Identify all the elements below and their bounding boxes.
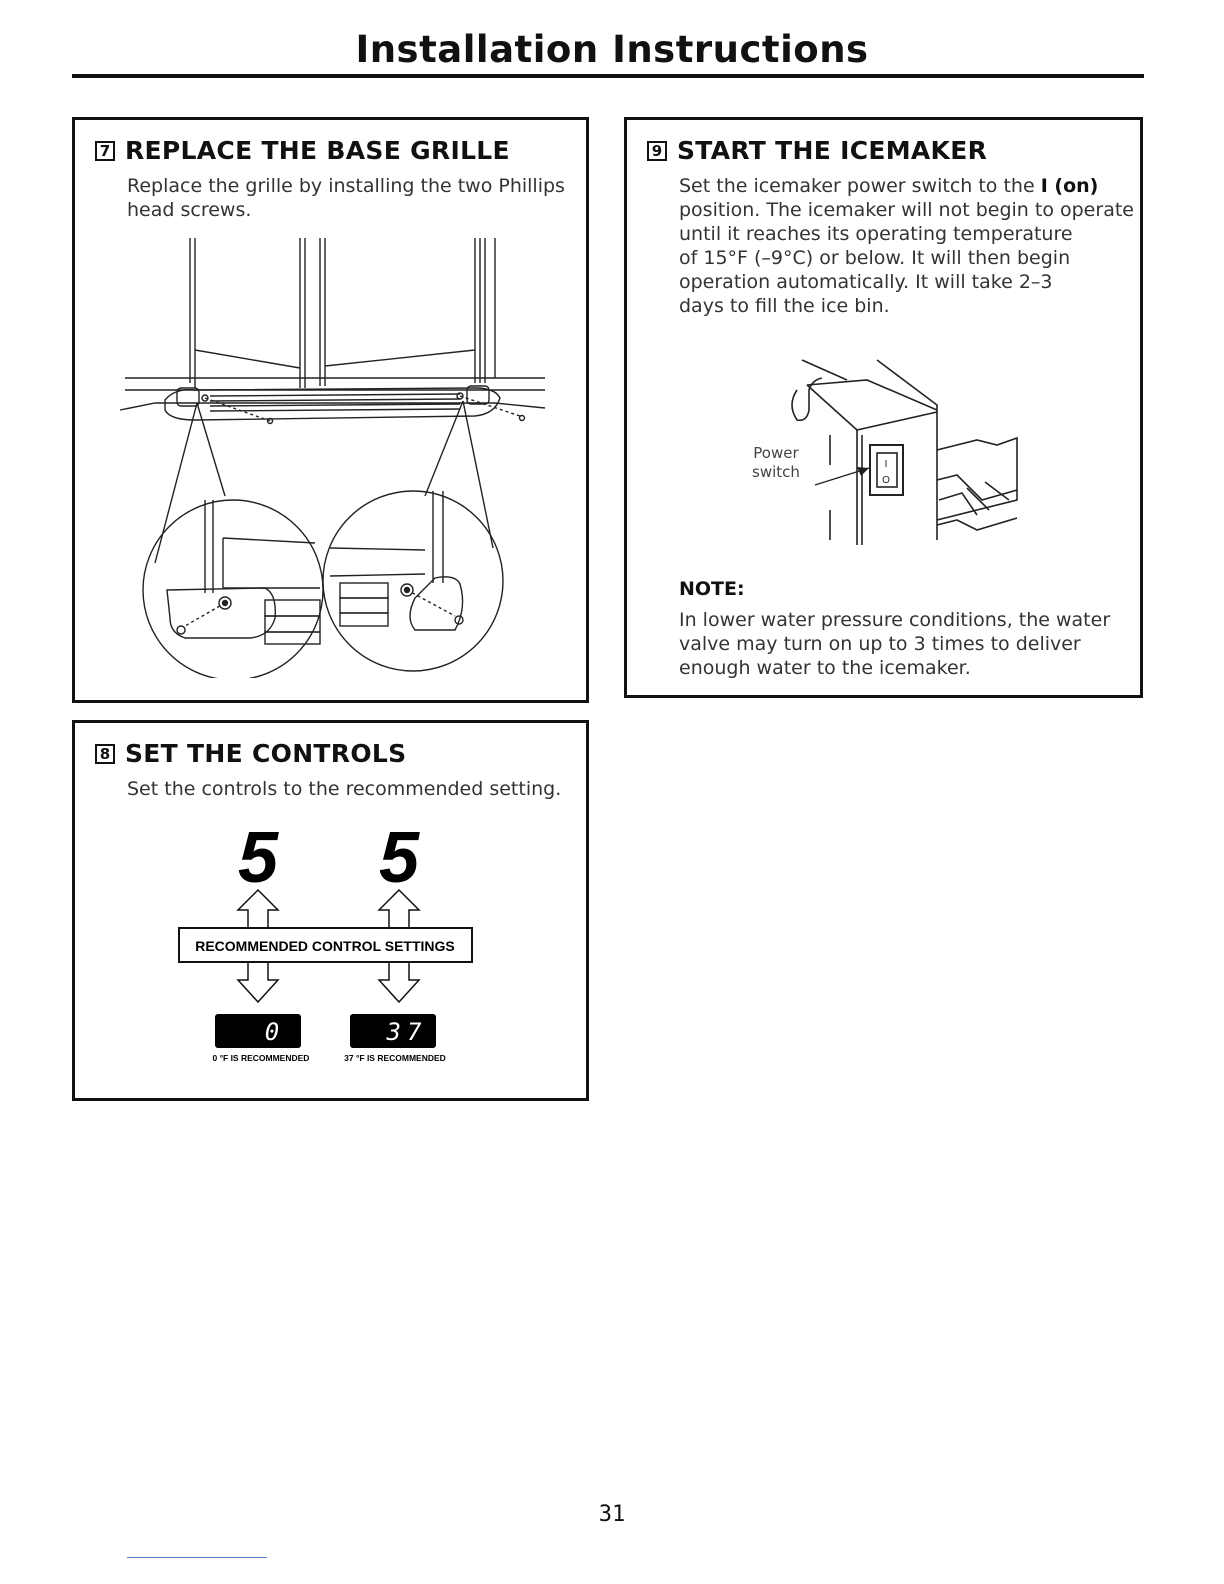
step-8-title: SET THE CONTROLS [125,739,407,768]
step-8-number: 8 [95,744,115,764]
step-7-number: 7 [95,141,115,161]
step-9-text-line-3: until it reaches its operating temperature [679,223,1073,245]
control-settings-diagram [75,818,586,1068]
fresh-food-caption: 37 °F IS RECOMMENDED [344,1053,446,1063]
step-9-text-line-1 [679,174,1134,198]
right-down-arrow [379,962,419,1002]
step-9-instructions [679,174,1134,318]
recommended-banner-text: RECOMMENDED CONTROL SETTINGS [195,938,455,954]
switch-on-mark: I [884,459,888,470]
page-number: 31 [598,1502,626,1527]
step-9-on-position: I (on) [1040,175,1099,197]
step-8-instructions: Set the controls to the recommended setting. [127,778,562,800]
note-line-2: valve may turn on up to 3 times to deliver [679,633,1081,655]
step-9-panel [624,117,1143,698]
step-7-text-line-2: head screws. [127,199,252,221]
fresh-food-display-value: 37 [386,1018,428,1046]
freezer-caption: 0 °F IS RECOMMENDED [212,1053,310,1063]
footer-rule [127,1557,267,1558]
left-down-arrow [238,962,278,1002]
freezer-display-value: 0 [264,1018,280,1046]
freezer-setting-numeral: 5 [237,818,279,898]
step-9-title: START THE ICEMAKER [677,136,988,165]
power-label-line-2: switch [752,463,800,481]
step-9-text-line-5: operation automatically. It will take 2–3 [679,271,1053,293]
step-7-panel [72,117,589,703]
page-title: Installation Instructions [355,28,869,71]
step-8-panel [72,720,589,1101]
base-grille-illustration [115,238,575,678]
step-9-text-line-6: days to fill the ice bin. [679,295,890,317]
step-7-instructions [127,174,565,222]
title-divider [72,74,1144,78]
step-9-line-1-text: Set the icemaker power switch to the [679,175,1035,197]
step-8-heading [95,739,406,768]
note-text [679,608,1110,680]
step-7-heading [95,136,510,165]
fresh-food-setting-numeral: 5 [378,818,420,898]
step-9-heading [647,136,987,165]
switch-off-mark: O [882,475,890,486]
freezer-display [215,1014,301,1048]
step-7-text-line-1: Replace the grille by installing the two Phillips [127,175,565,197]
step-9-number: 9 [647,141,667,161]
note-label: NOTE: [679,578,745,600]
note-line-1: In lower water pressure conditions, the water [679,609,1111,631]
power-switch-label [752,444,800,482]
note-line-3: enough water to the icemaker. [679,657,971,679]
step-7-title: REPLACE THE BASE GRILLE [125,136,510,165]
step-9-text-line-4: of 15°F (–9°C) or below. It will then begin [679,247,1071,269]
step-9-text-line-2: position. The icemaker will not begin to operate [679,199,1134,221]
power-label-line-1: Power [753,444,799,462]
